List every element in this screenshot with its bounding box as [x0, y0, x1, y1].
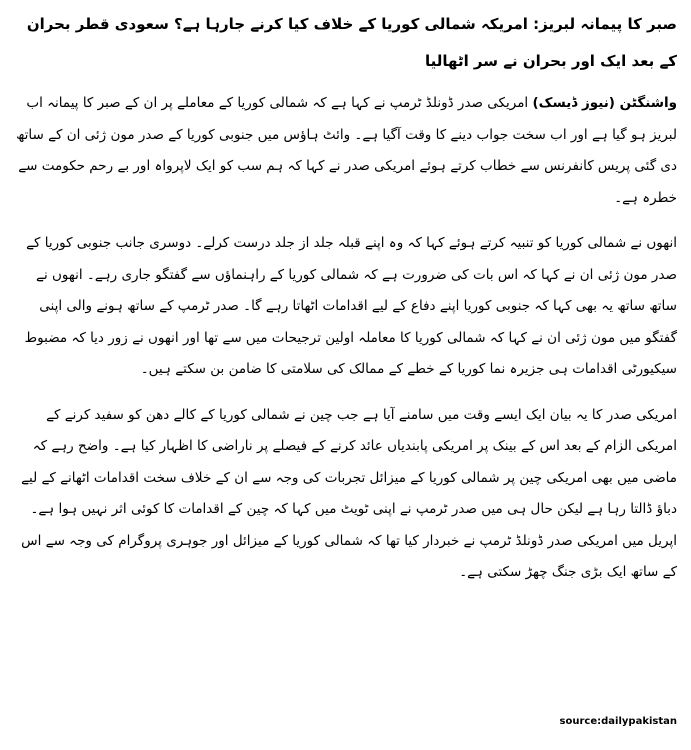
article-title: صبر کا پیمانہ لبریز: امریکہ شمالی کوریا کے خلاف کیا کرنے جارہا ہے؟ سعودی قطر بحران کے بعد ایک اور بحران نے سر اٹھالیا	[26, 15, 677, 70]
article-paragraph-1	[14, 88, 677, 214]
article	[14, 6, 677, 603]
source-credit: source:dailypakistan	[559, 716, 677, 727]
article-paragraph-2: انھوں نے شمالی کوریا کو تنبیہ کرتے ہوئے کہا کہ وہ اپنے قبلہ جلد از جلد درست کرلے۔ دوسری جانب جنوبی کوریا کے صدر مون ژئی ان نے کہا کہ اس بات کی ضرورت ہے کہ شمالی کوریا کے راہنماؤں سے گفتگو جاری رہے۔ انھوں نے ساتھ ساتھ یہ بھی کہا کہ جنوبی کوریا اپنے دفاع کے لیے اقدامات اٹھاتا رہے گا۔ صدر ٹرمپ کے ساتھ ہونے والی اپنی گفتگو میں مون ژئی ان نے کہا کہ شمالی کوریا کا معاملہ اولین ترجیحات میں سے تھا اور انھوں نے زور دیا کہ مضبوط سیکیورٹی اقدامات ہی جزیرہ نما کوریا کے خطے کے ممالک کی سلامتی کا ضامن بن سکتے ہیں۔	[24, 235, 677, 377]
article-paragraph-3: امریکی صدر کا یہ بیان ایک ایسے وقت میں سامنے آیا ہے جب چین نے شمالی کوریا کے کالے دھن کو سفید کرنے کے امریکی الزام کے بعد اس کے بینک پر امریکی پابندیاں عائد کرنے کے فیصلے پر ناراضی کا اظہار کیا ہے۔ واضح رہے کہ ماضی میں بھی امریکی چین پر شمالی کوریا کے میزائل تجربات کی وجہ سے ان کے خلاف سخت اقدامات اٹھانے کے لیے دباؤ ڈالتا رہا ہے لیکن حال ہی میں صدر ٹرمپ نے اپنی ٹویٹ میں کہا کہ چین کے اقدامات کا کوئی اثر نہیں ہوا ہے۔ اپریل میں امریکی صدر ڈونلڈ ٹرمپ نے خبردار کیا تھا کہ شمالی کوریا کے میزائل اور جوہری پروگرام کی وجہ سے اس کے ساتھ ایک بڑی جنگ چھڑ سکتی ہے۔	[21, 406, 677, 580]
article-paragraph-1-text: امریکی صدر ڈونلڈ ٹرمپ نے کہا ہے کہ شمالی کوریا کے معاملے پر ان کے صبر کا پیمانہ اب لبریز ہو گیا ہے اور اب سخت جواب دینے کا وقت آگیا ہے۔ وائٹ ہاؤس میں جنوبی کوریا کے صدر مون ژئی ان کے ساتھ دی گئی پریس کانفرنس سے خطاب کرتے ہوئے امریکی صدر نے کہا کہ ہم سب کو ایک لاپرواہ اور بے رحم حکومت سے خطرہ ہے۔	[16, 95, 677, 206]
article-dateline: واشنگٹن (نیوز ڈیسک)	[532, 95, 677, 111]
